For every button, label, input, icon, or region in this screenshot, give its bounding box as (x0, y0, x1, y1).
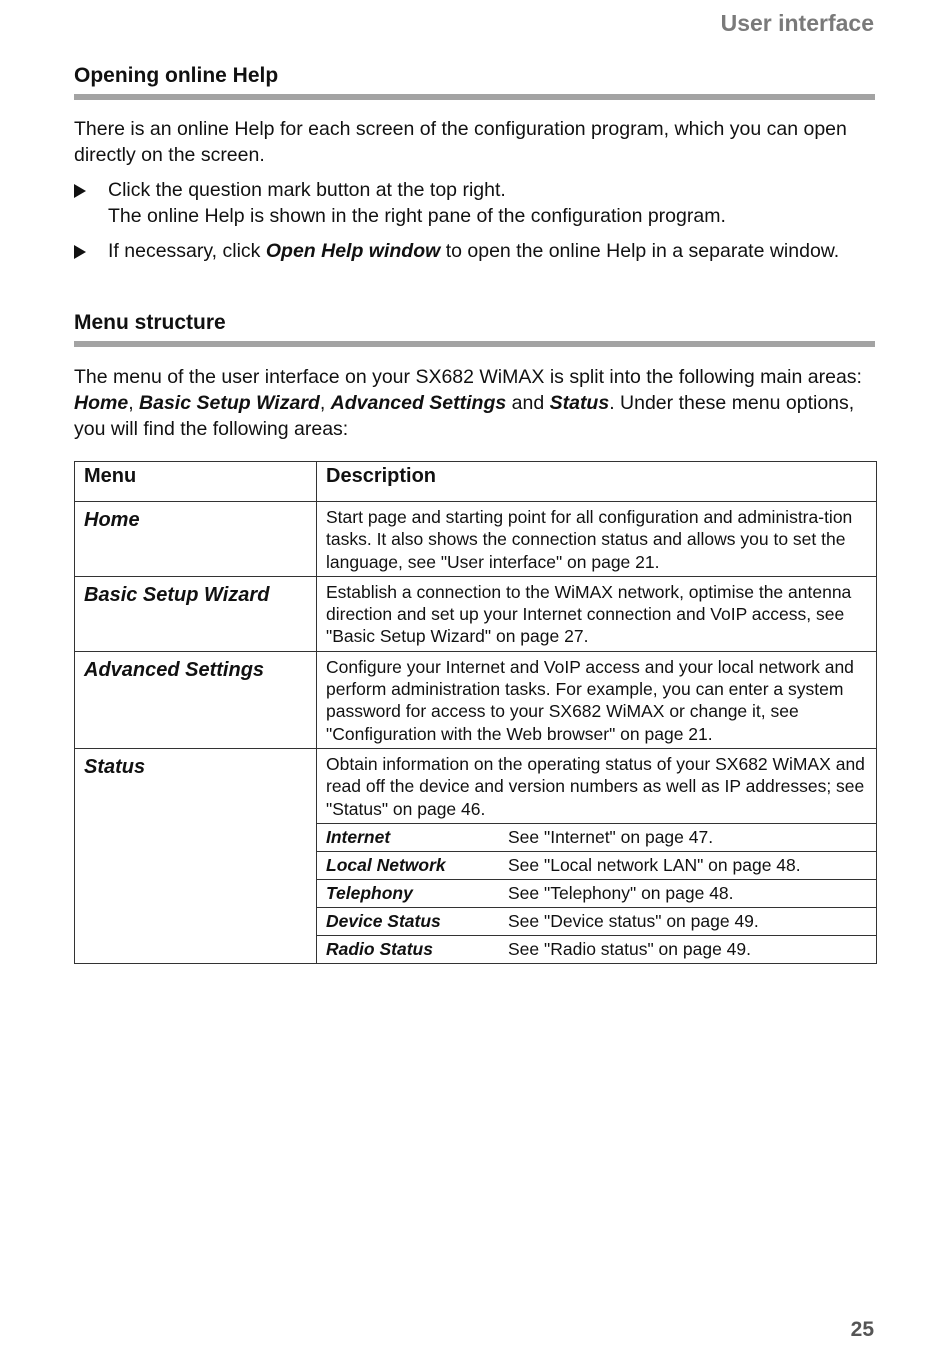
area-status: Status (549, 392, 610, 414)
menu-cell: Home (84, 509, 140, 531)
separator: , (319, 392, 331, 414)
area-basic-setup-wizard: Basic Setup Wizard (139, 392, 320, 414)
bullet-result-text: The online Help is shown in the right pane of the configuration program. (108, 205, 726, 227)
column-header-description: Description (317, 462, 877, 502)
table-row (75, 748, 877, 963)
menu-intro-pre: The menu of the user interface on your SX682 WiMAX is split into the following main areas: (74, 366, 862, 388)
subitem-row (317, 935, 876, 963)
subitem-name: Local Network (317, 851, 499, 879)
subitem-reference: See "Internet" on page 47. (499, 823, 876, 851)
description-cell: Start page and starting point for all configuration and administra-tion tasks. It also shows the connection status and allows you to set the language, see "User interface" on page 21. (326, 507, 853, 572)
menu-intro-paragraph (74, 364, 875, 442)
help-intro-paragraph: There is an online Help for each screen of the configuration program, which you can open directly on the screen. (74, 118, 847, 166)
table-row (75, 576, 877, 651)
table-row (75, 651, 877, 748)
subitem-reference: See "Local network LAN" on page 48. (499, 851, 876, 879)
menu-intro-post: . Under these menu options, you will find the following areas: (74, 392, 855, 440)
description-cell: Establish a connection to the WiMAX network, optimise the antenna direction and set up your Internet connection and VoIP access, see "Basic Setup Wizard" on page 27. (326, 581, 852, 647)
subitem-name: Internet (317, 823, 499, 851)
column-header-menu: Menu (75, 462, 317, 502)
subitem-row (317, 879, 876, 907)
subitem-row (317, 907, 876, 935)
description-cell: Obtain information on the operating status of your SX682 WiMAX and read off the device and version numbers as well as IP addresses; see "Status" on page 46. (326, 753, 865, 819)
subitem-reference: See "Radio status" on page 49. (499, 935, 876, 963)
bullet-arrow-icon (74, 245, 86, 259)
area-advanced-settings: Advanced Settings (330, 392, 507, 414)
bullet-item (74, 238, 875, 264)
subitem-row (317, 851, 876, 879)
subitem-name: Radio Status (317, 935, 499, 963)
bullet-item (74, 177, 875, 229)
bullet-text: Click the question mark button at the top right. (108, 179, 506, 201)
status-subitems-table (317, 823, 876, 963)
menu-structure-table (74, 461, 877, 964)
menu-cell: Status (84, 755, 146, 778)
separator: , (128, 392, 140, 414)
bullet-text-post: to open the online Help in a separate window. (440, 240, 840, 262)
bullet-text (108, 238, 875, 264)
menu-cell: Advanced Settings (84, 658, 265, 681)
subitem-reference: See "Device status" on page 49. (499, 907, 876, 935)
section-title-menu-structure: Menu structure (74, 311, 226, 334)
bullet-text-pre: If necessary, click (108, 240, 266, 262)
table-header-row (75, 462, 877, 502)
area-home: Home (74, 392, 129, 414)
open-help-window-term: Open Help window (265, 240, 441, 262)
subitem-name: Device Status (317, 907, 499, 935)
subitem-reference: See "Telephony" on page 48. (499, 879, 876, 907)
separator: and (506, 392, 550, 414)
subitem-name: Telephony (317, 879, 499, 907)
page-number: 25 (850, 1318, 874, 1341)
subitem-row (317, 823, 876, 851)
running-header: User interface (720, 10, 874, 36)
section-title-online-help: Opening online Help (74, 64, 279, 87)
table-row (75, 502, 877, 577)
description-cell: Configure your Internet and VoIP access and your local network and perform administration tasks. For example, you can enter a system password for access to your SX682 WiMAX or change it, see "Configuration with the Web browser" on page 21. (326, 656, 854, 744)
section-divider (74, 341, 875, 347)
section-divider (74, 94, 875, 100)
bullet-arrow-icon (74, 184, 86, 198)
menu-cell: Basic Setup Wizard (84, 583, 270, 606)
